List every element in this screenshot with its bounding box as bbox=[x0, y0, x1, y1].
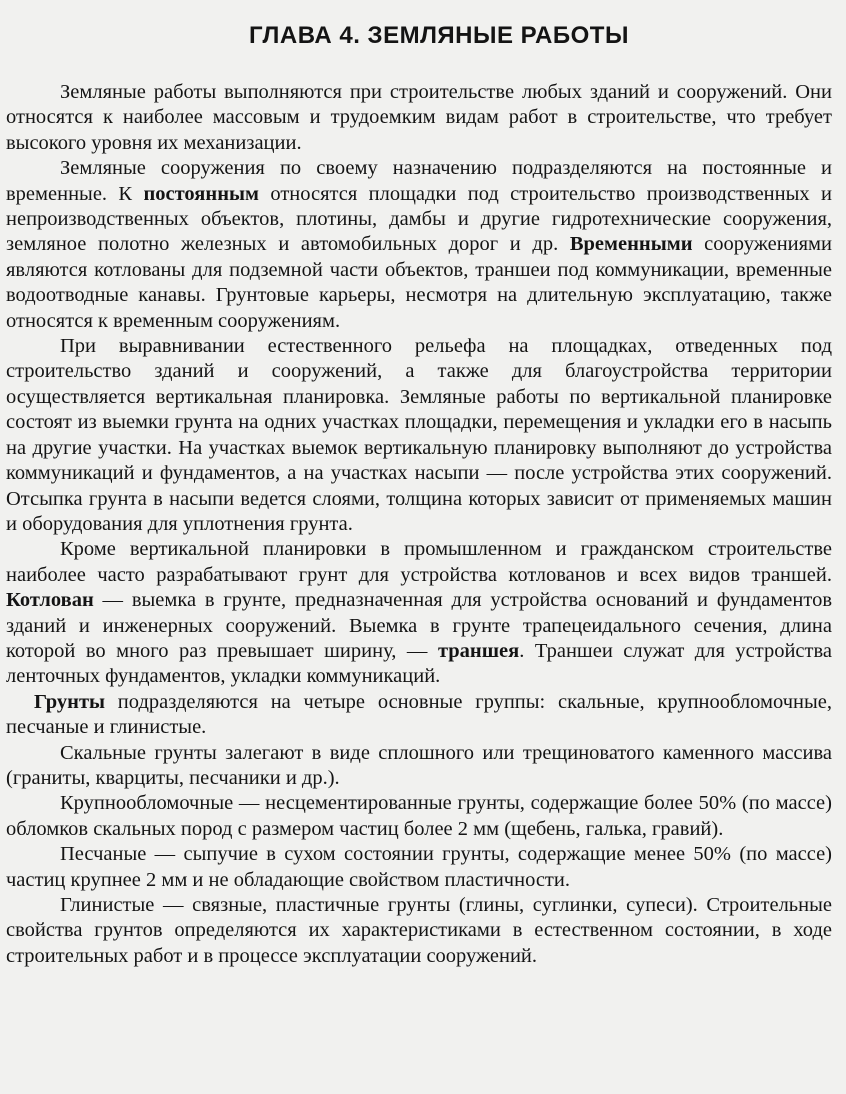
paragraph-8: Песчаные — сыпучие в сухом состоянии грунты, содержащие менее 50% (по массе) частиц крупнее 2 мм и не обладающие свойством пластичности. bbox=[6, 843, 832, 891]
term-soils: Грунты bbox=[34, 690, 106, 713]
paragraph-5: Грунты подразделяются на четыре основные группы: скальные, крупнообломочные, песчаные и глинистые. bbox=[6, 690, 832, 739]
paragraph-1: Земляные работы выполняются при строительстве любых зданий и сооружений. Они относятся к наиболее массовым и трудоемким видам работ в строительстве, что требует высокого уровня их механизации. bbox=[6, 81, 832, 154]
paragraph-2: Земляные сооружения по своему назначению подразделяются на постоянные и временные. К постоянным относятся площадки под строительство производственных и непроизводственных объектов, плотины, дамбы и другие гидротехнические сооружения, земляное полотно железных и автомобильных дорог и др. Временными сооружениями являются котлованы для подземной части объектов, траншеи под коммуникации, временные водоотводные канавы. Грунтовые карьеры, несмотря на длительную эксплуатацию, также относятся к временным сооружениям. bbox=[6, 157, 833, 332]
paragraph-6: Скальные грунты залегают в виде сплошного или трещиноватого каменного массива (граниты, кварциты, песчаники и др.). bbox=[6, 741, 832, 789]
paragraph-4: Кроме вертикальной планировки в промышленном и гражданском строительстве наиболее часто разрабатывают грунт для устройства котлованов и всех видов траншей. Котлован — выемка в грунте, предназначенная для устройства оснований и фундаментов зданий и инженерных сооружений. Выемка в грунте трапецеидального сечения, длина которой во много раз превышает ширину, — траншея. Траншеи служат для устройства ленточных фундаментов, укладки коммуникаций. bbox=[6, 538, 832, 688]
term-permanent: постоянным bbox=[143, 182, 259, 205]
chapter-title: ГЛАВА 4. ЗЕМЛЯНЫЕ РАБОТЫ bbox=[249, 22, 629, 49]
term-pit: Котлован bbox=[6, 589, 94, 612]
term-trench: траншея bbox=[437, 639, 520, 662]
paragraph-7: Крупнообломочные — несцементированные грунты, содержащие более 50% (по массе) обломков скальных пород с размером частиц более 2 мм (щебень, галька, гравий). bbox=[6, 792, 832, 840]
term-temporary: Временными bbox=[569, 233, 693, 256]
paragraph-3: При выравнивании естественного рельефа на площадках, отведенных под строительство зданий и сооружений, а также для благоустройства территории осуществляется вертикальная планировка. Земляные работы по вертикальной планировке состоят из выемки грунта на одних участках площадки, перемещения и укладки его в насыпь на другие участки. На участках выемок вертикальную планировку выполняют до устройства коммуникаций и фундаментов, а на участках насыпи — после устройства этих сооружений. Отсыпка грунта в насыпи ведется слоями, толщина которых зависит от применяемых машин и оборудования для уплотнения грунта. bbox=[6, 335, 832, 535]
paragraph-9: Глинистые — связные, пластичные грунты (глины, суглинки, супеси). Строительные свойства грунтов определяются их характеристиками в естественном состоянии, в ходе строительных работ и в процессе эксплуатации сооружений. bbox=[6, 894, 832, 967]
